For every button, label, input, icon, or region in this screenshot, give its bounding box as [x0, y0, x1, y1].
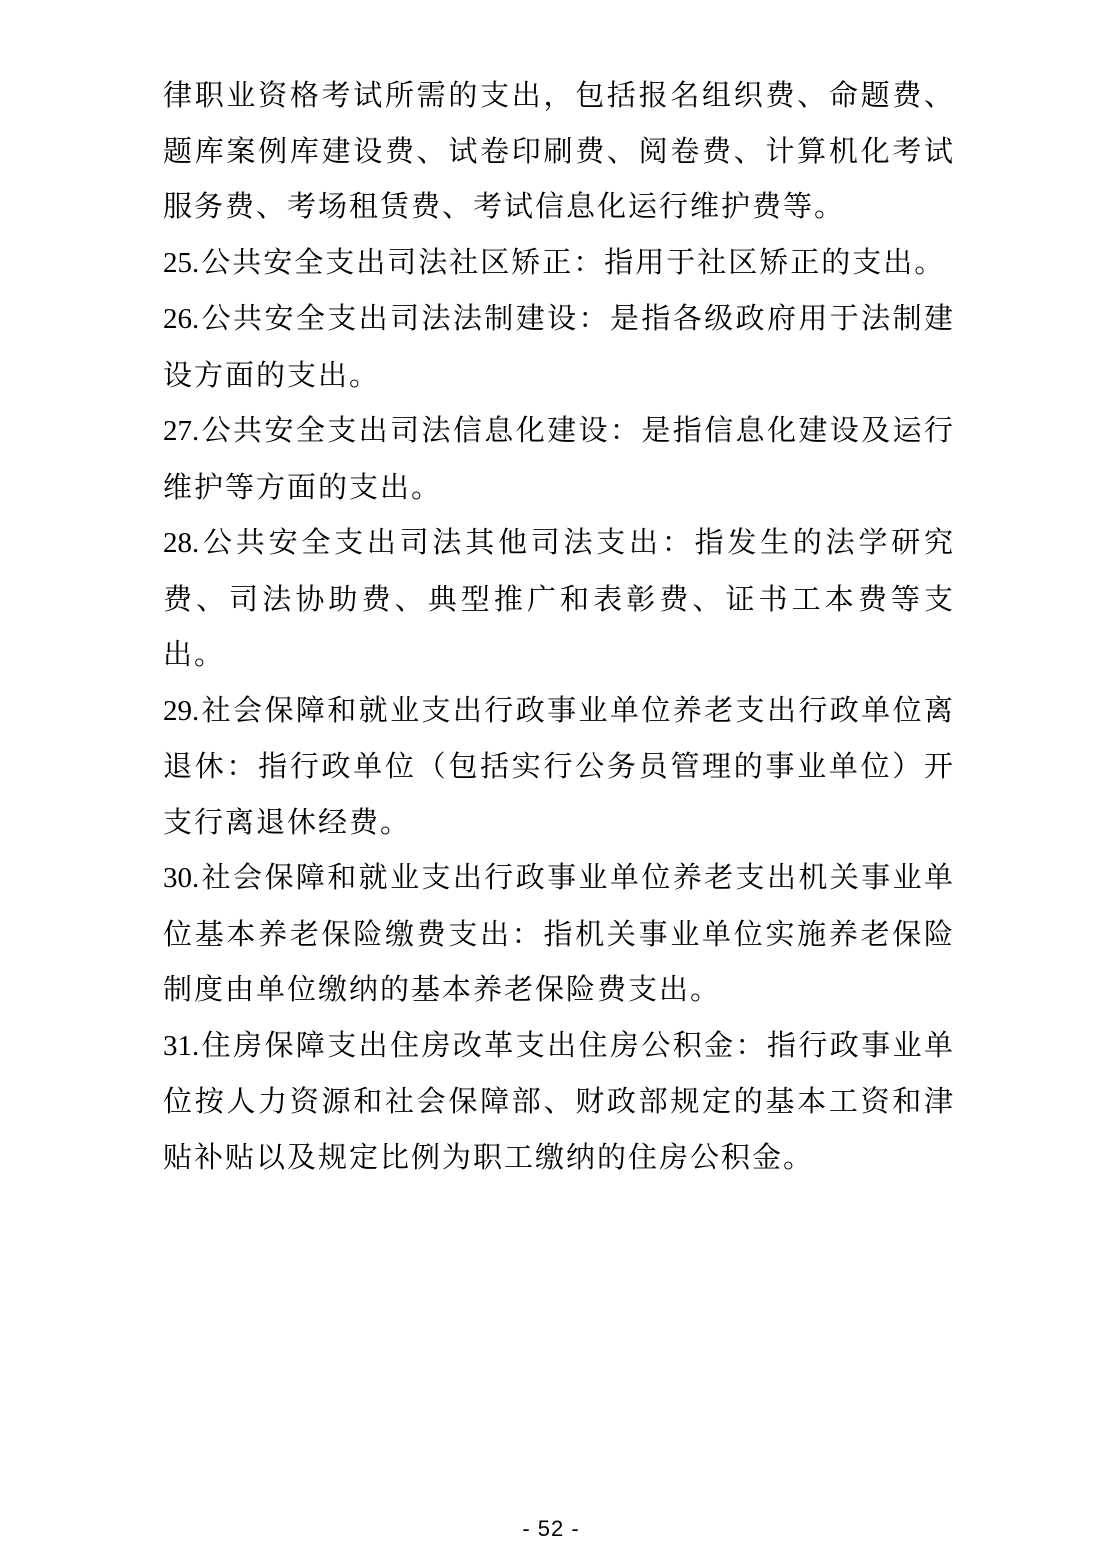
paragraph-text: 公共安全支出司法其他司法支出：指发生的法学研究费、司法协助费、典型推广和表彰费、证书工本费等支出。 — [163, 525, 955, 671]
paragraph-text: 公共安全支出司法法制建设：是指各级政府用于法制建设方面的支出。 — [163, 301, 955, 392]
paragraph-item-29 — [163, 683, 955, 851]
paragraph-text: 社会保障和就业支出行政事业单位养老支出行政单位离退休：指行政单位（包括实行公务员管理的事业单位）开支行离退休经费。 — [163, 692, 955, 839]
paragraph-item-31 — [163, 1018, 955, 1186]
paragraph-text: 社会保障和就业支出行政事业单位养老支出机关事业单位基本养老保险缴费支出：指机关事业单位实施养老保险制度由单位缴纳的基本养老保险费支出。 — [163, 860, 955, 1006]
paragraph-item-25 — [163, 235, 955, 292]
paragraph-text: 公共安全支出司法信息化建设：是指信息化建设及运行维护等方面的支出。 — [163, 413, 955, 504]
paragraph-text: 公共安全支出司法社区矫正：指用于社区矫正的支出。 — [201, 244, 946, 279]
item-number: 30. — [163, 862, 200, 894]
paragraph-item-27 — [163, 403, 955, 515]
page-number: - 52 - — [522, 1516, 580, 1541]
item-number: 25. — [163, 246, 200, 279]
paragraph-item-28 — [163, 515, 955, 683]
item-number: 26. — [163, 303, 200, 335]
item-number: 31. — [163, 1029, 200, 1062]
paragraph-item-26 — [163, 291, 955, 403]
item-number: 28. — [163, 527, 200, 559]
paragraph-text: 住房保障支出住房改革支出住房公积金：指行政事业单位按人力资源和社会保障部、财政部规定的基本工资和津贴补贴以及规定比例为职工缴纳的住房公积金。 — [163, 1027, 955, 1174]
paragraph-item-30 — [163, 850, 955, 1018]
item-number: 29. — [163, 694, 200, 727]
paragraph-continuation — [163, 68, 955, 235]
item-number: 27. — [163, 415, 200, 447]
paragraph-text: 律职业资格考试所需的支出，包括报名组织费、命题费、题库案例库建设费、试卷印刷费、阅卷费、计算机化考试服务费、考场租赁费、考试信息化运行维护费等。 — [163, 78, 955, 223]
document-body — [163, 68, 955, 1185]
